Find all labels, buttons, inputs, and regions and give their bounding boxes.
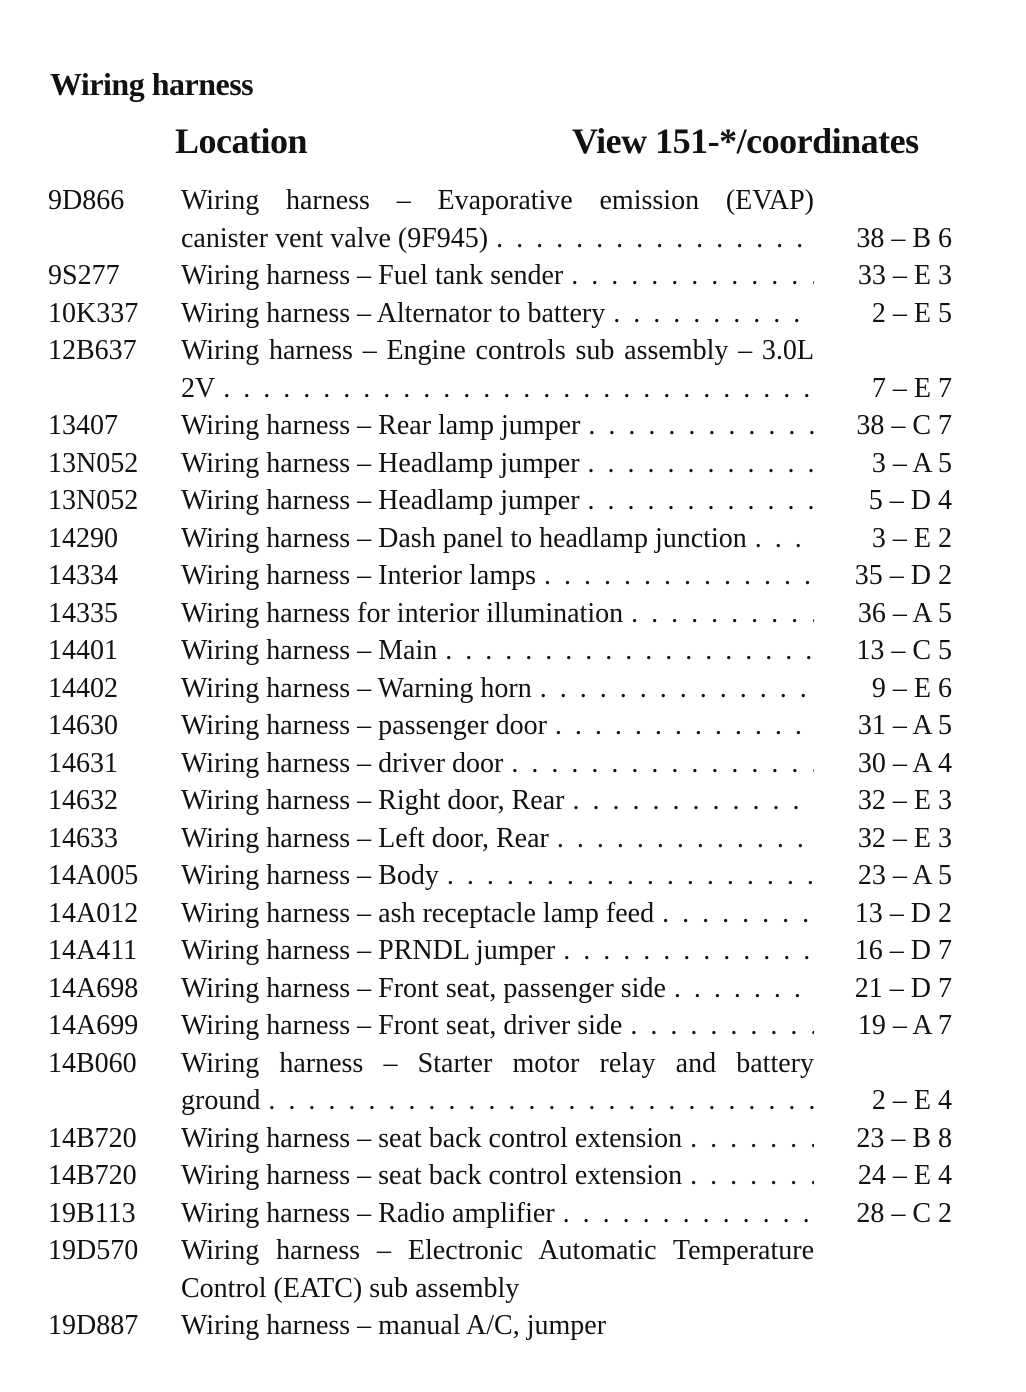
part-code: 10K337 bbox=[48, 297, 139, 329]
part-code: 19B113 bbox=[48, 1197, 136, 1229]
list-item bbox=[0, 1232, 1026, 1307]
part-code: 14631 bbox=[48, 747, 118, 779]
description-text: Wiring harness – PRNDL jumper bbox=[181, 935, 556, 966]
description-text: Wiring harness – Left door, Rear bbox=[181, 822, 549, 854]
list-item bbox=[0, 970, 1026, 1008]
part-description bbox=[181, 482, 814, 520]
part-code: 9S277 bbox=[48, 260, 120, 291]
part-code: 14402 bbox=[48, 672, 118, 704]
description-line bbox=[181, 707, 814, 745]
list-item bbox=[0, 182, 1026, 257]
description-line bbox=[181, 595, 814, 633]
view-coordinates: 30 – A 4 bbox=[857, 747, 952, 779]
description-line bbox=[181, 1120, 814, 1158]
part-description bbox=[181, 932, 814, 970]
part-code: 13N052 bbox=[48, 485, 139, 516]
list-item bbox=[0, 707, 1026, 745]
part-description bbox=[181, 670, 814, 708]
description-text: Wiring harness – driver door bbox=[181, 747, 504, 779]
description-line: Wiring harness – Evaporative emission (EVAP) bbox=[181, 185, 814, 216]
part-code: 14B060 bbox=[48, 1047, 137, 1079]
description-text: Control (EATC) sub assembly bbox=[181, 1272, 520, 1304]
description-line bbox=[181, 632, 814, 670]
part-description bbox=[181, 557, 814, 595]
description-line bbox=[181, 220, 814, 258]
list-item bbox=[0, 1007, 1026, 1045]
dot-leader bbox=[580, 482, 814, 520]
description-text: Wiring harness – Headlamp jumper bbox=[181, 447, 580, 479]
description-line bbox=[181, 782, 814, 820]
list-item bbox=[0, 295, 1026, 333]
view-coordinates: 38 – B 6 bbox=[856, 222, 952, 254]
dot-leader bbox=[605, 295, 814, 333]
list-item bbox=[0, 520, 1026, 558]
description-text: Wiring harness – Body bbox=[181, 860, 439, 891]
description-line bbox=[181, 1007, 814, 1045]
dot-leader bbox=[503, 745, 814, 783]
view-coordinates: 5 – D 4 bbox=[868, 485, 952, 516]
description-line bbox=[181, 1195, 814, 1233]
description-text: Wiring harness – Fuel tank sender bbox=[181, 260, 564, 291]
description-text: Wiring harness – Alternator to battery bbox=[181, 297, 606, 329]
dot-leader bbox=[549, 820, 814, 858]
description-text: Wiring harness – Front seat, passenger side bbox=[181, 972, 666, 1004]
description-line bbox=[181, 745, 814, 783]
view-coordinates: 38 – C 7 bbox=[856, 410, 952, 441]
harness-list bbox=[0, 182, 1026, 1345]
part-description bbox=[181, 445, 814, 483]
list-item bbox=[0, 557, 1026, 595]
part-description bbox=[181, 895, 814, 933]
dot-leader bbox=[555, 932, 814, 970]
dot-leader bbox=[536, 557, 814, 595]
description-line bbox=[181, 370, 814, 408]
view-coordinates: 13 – D 2 bbox=[854, 897, 952, 929]
description-text: Wiring harness for interior illumination bbox=[181, 597, 624, 629]
part-code: 14630 bbox=[48, 710, 118, 741]
part-description bbox=[181, 707, 814, 745]
view-coordinates: 2 – E 4 bbox=[871, 1085, 952, 1116]
part-description bbox=[181, 1007, 814, 1045]
list-item bbox=[0, 895, 1026, 933]
dot-leader bbox=[580, 407, 814, 445]
view-coordinates: 2 – E 5 bbox=[871, 297, 952, 329]
dot-leader bbox=[623, 595, 814, 633]
list-item bbox=[0, 632, 1026, 670]
view-coordinates: 36 – A 5 bbox=[857, 597, 952, 629]
part-code: 12B637 bbox=[48, 335, 137, 366]
part-code: 13N052 bbox=[48, 447, 139, 479]
page-title: Wiring harness bbox=[50, 66, 254, 102]
description-line: Wiring harness – Electronic Automatic Temperature bbox=[181, 1235, 814, 1266]
dot-leader bbox=[215, 370, 814, 408]
description-text: ground bbox=[181, 1085, 261, 1116]
list-item bbox=[0, 1120, 1026, 1158]
description-line bbox=[181, 295, 814, 333]
view-coordinates: 19 – A 7 bbox=[857, 1010, 952, 1041]
part-description bbox=[181, 632, 814, 670]
description-line bbox=[181, 1082, 814, 1120]
list-item bbox=[0, 1307, 1026, 1345]
part-description bbox=[181, 820, 814, 858]
description-text: Wiring harness – Radio amplifier bbox=[181, 1197, 555, 1229]
description-line bbox=[181, 1157, 814, 1195]
description-line bbox=[181, 895, 814, 933]
part-code: 14334 bbox=[48, 560, 118, 591]
dot-leader bbox=[564, 782, 814, 820]
view-coordinates-column-header: View 151-*/coordinates bbox=[572, 121, 919, 161]
description-line bbox=[181, 932, 814, 970]
part-description bbox=[181, 520, 814, 558]
description-text: canister vent valve (9F945) bbox=[181, 222, 489, 254]
description-line bbox=[181, 482, 814, 520]
description-text: Wiring harness – Headlamp jumper bbox=[181, 485, 580, 516]
description-line bbox=[181, 257, 814, 295]
part-description bbox=[181, 1232, 814, 1307]
dot-leader bbox=[439, 857, 814, 895]
part-code: 14A699 bbox=[48, 1010, 139, 1041]
dot-leader bbox=[532, 670, 814, 708]
description-line bbox=[181, 1307, 814, 1345]
part-description bbox=[181, 407, 814, 445]
part-description bbox=[181, 1045, 814, 1120]
list-item bbox=[0, 445, 1026, 483]
part-description bbox=[181, 1195, 814, 1233]
description-line bbox=[181, 857, 814, 895]
list-item bbox=[0, 820, 1026, 858]
part-description bbox=[181, 857, 814, 895]
view-coordinates: 33 – E 3 bbox=[857, 260, 952, 291]
part-code: 14A005 bbox=[48, 860, 139, 891]
dot-leader bbox=[555, 1195, 814, 1233]
list-item bbox=[0, 257, 1026, 295]
description-line bbox=[181, 557, 814, 595]
list-item bbox=[0, 857, 1026, 895]
list-item bbox=[0, 595, 1026, 633]
dot-leader bbox=[747, 520, 814, 558]
list-item bbox=[0, 1157, 1026, 1195]
part-description bbox=[181, 970, 814, 1008]
description-text: Wiring harness – Dash panel to headlamp junction bbox=[181, 522, 747, 554]
part-code: 19D570 bbox=[48, 1235, 139, 1266]
part-code: 14335 bbox=[48, 597, 118, 629]
view-coordinates: 23 – A 5 bbox=[857, 860, 952, 891]
description-line: Wiring harness – Engine controls sub assembly – 3.0L bbox=[181, 335, 814, 366]
part-description bbox=[181, 1157, 814, 1195]
dot-leader bbox=[547, 707, 814, 745]
part-code: 13407 bbox=[48, 410, 118, 441]
description-text: Wiring harness – Front seat, driver side bbox=[181, 1010, 623, 1041]
dot-leader bbox=[682, 1120, 814, 1158]
view-coordinates: 13 – C 5 bbox=[856, 635, 952, 666]
dot-leader bbox=[563, 257, 814, 295]
part-description bbox=[181, 182, 814, 257]
dot-leader bbox=[682, 1157, 814, 1195]
description-line bbox=[181, 445, 814, 483]
description-text: Wiring harness – seat back control extension bbox=[181, 1160, 683, 1191]
dot-leader bbox=[654, 895, 814, 933]
view-coordinates: 31 – A 5 bbox=[857, 710, 952, 741]
description-line bbox=[181, 520, 814, 558]
view-coordinates: 32 – E 3 bbox=[857, 822, 952, 854]
part-code: 14A698 bbox=[48, 972, 139, 1004]
part-code: 14B720 bbox=[48, 1122, 137, 1154]
description-text: Wiring harness – Warning horn bbox=[181, 672, 532, 704]
dot-leader bbox=[488, 220, 814, 258]
part-description bbox=[181, 782, 814, 820]
dot-leader bbox=[666, 970, 814, 1008]
part-code: 9D866 bbox=[48, 185, 125, 216]
part-code: 14401 bbox=[48, 635, 118, 666]
view-coordinates: 32 – E 3 bbox=[857, 785, 952, 816]
description-text: Wiring harness – Rear lamp jumper bbox=[181, 410, 581, 441]
description-text: Wiring harness – ash receptacle lamp feed bbox=[181, 897, 655, 929]
dot-leader bbox=[437, 632, 814, 670]
description-text: 2V bbox=[181, 372, 216, 404]
part-description bbox=[181, 595, 814, 633]
view-coordinates: 9 – E 6 bbox=[871, 672, 952, 704]
description-text: Wiring harness – Interior lamps bbox=[181, 560, 537, 591]
part-description bbox=[181, 1120, 814, 1158]
part-code: 14290 bbox=[48, 522, 118, 554]
description-text: Wiring harness – passenger door bbox=[181, 710, 547, 741]
dot-leader bbox=[580, 445, 814, 483]
view-coordinates: 3 – A 5 bbox=[871, 447, 952, 479]
description-text: Wiring harness – seat back control extension bbox=[181, 1122, 683, 1154]
dot-leader bbox=[622, 1007, 814, 1045]
description-line bbox=[181, 1270, 814, 1308]
description-text: Wiring harness – Right door, Rear bbox=[181, 785, 565, 816]
part-description bbox=[181, 295, 814, 333]
part-code: 14A411 bbox=[48, 935, 138, 966]
part-description bbox=[181, 1307, 814, 1345]
part-code: 14632 bbox=[48, 785, 118, 816]
list-item bbox=[0, 1195, 1026, 1233]
view-coordinates: 7 – E 7 bbox=[871, 372, 952, 404]
list-item bbox=[0, 332, 1026, 407]
description-line bbox=[181, 407, 814, 445]
part-code: 14B720 bbox=[48, 1160, 137, 1191]
list-item bbox=[0, 670, 1026, 708]
description-text: Wiring harness – manual A/C, jumper bbox=[181, 1310, 607, 1341]
list-item bbox=[0, 407, 1026, 445]
description-line: Wiring harness – Starter motor relay and battery bbox=[181, 1047, 814, 1079]
description-text: Wiring harness – Main bbox=[181, 635, 438, 666]
dot-leader bbox=[260, 1082, 814, 1120]
view-coordinates: 35 – D 2 bbox=[854, 560, 952, 591]
location-column-header: Location bbox=[175, 121, 308, 161]
list-item bbox=[0, 782, 1026, 820]
view-coordinates: 21 – D 7 bbox=[854, 972, 952, 1004]
description-line bbox=[181, 670, 814, 708]
part-description bbox=[181, 745, 814, 783]
view-coordinates: 23 – B 8 bbox=[856, 1122, 952, 1154]
view-coordinates: 3 – E 2 bbox=[871, 522, 952, 554]
list-item bbox=[0, 1045, 1026, 1120]
part-description bbox=[181, 257, 814, 295]
part-code: 14A012 bbox=[48, 897, 139, 929]
description-line bbox=[181, 970, 814, 1008]
view-coordinates: 16 – D 7 bbox=[854, 935, 952, 966]
list-item bbox=[0, 932, 1026, 970]
part-code: 19D887 bbox=[48, 1310, 139, 1341]
list-item bbox=[0, 482, 1026, 520]
list-item bbox=[0, 745, 1026, 783]
part-code: 14633 bbox=[48, 822, 118, 854]
part-description bbox=[181, 332, 814, 407]
view-coordinates: 24 – E 4 bbox=[857, 1160, 952, 1191]
description-line bbox=[181, 820, 814, 858]
view-coordinates: 28 – C 2 bbox=[856, 1197, 952, 1229]
